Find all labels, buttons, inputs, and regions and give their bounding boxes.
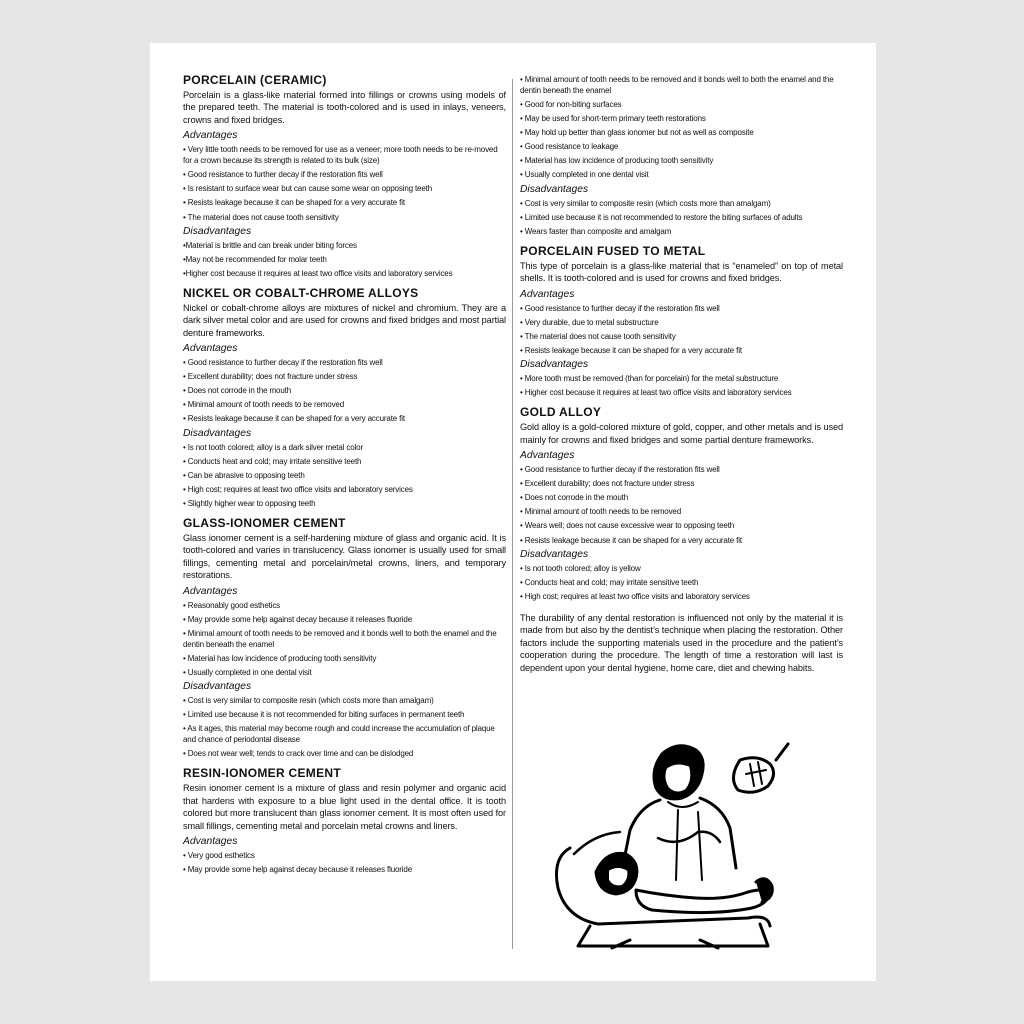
list-item: • Good for non-biting surfaces <box>520 100 622 109</box>
list-item: • Minimal amount of tooth needs to be removed and it bonds well to both the enamel and the dentin beneath the enamel <box>520 75 834 95</box>
list-item: • Excellent durability; does not fracture under stress <box>183 372 358 382</box>
list-item: • Very little tooth needs to be removed for use as a veneer; more tooth needs to be re-moved for a crown because its strength is related to its bulk (size) <box>183 145 498 166</box>
list-item: • Usually completed in one dental visit <box>520 170 649 180</box>
list-item: • Good resistance to further decay if the restoration fits well <box>520 303 720 313</box>
list-item: •May not be recommended for molar teeth <box>183 254 327 264</box>
section-glass-ionomer <box>183 516 506 761</box>
section-title: PORCELAIN FUSED TO METAL <box>520 243 706 258</box>
section-title: RESIN-IONOMER CEMENT <box>183 766 342 781</box>
list-item: • High cost; requires at least two office visits and laboratory services <box>183 484 413 494</box>
list-item: • Resists leakage because it can be shaped for a very accurate fit <box>520 345 742 355</box>
advantages-heading: Advantages <box>183 343 238 355</box>
list-item: • Conducts heat and cold; may irritate sensitive teeth <box>520 577 699 587</box>
list-item: • Minimal amount of tooth needs to be removed <box>520 507 682 517</box>
list-item: • Higher cost because it requires at least two office visits and laboratory services <box>520 388 792 398</box>
section-body: Nickel or cobalt-chrome alloys are mixtures of nickel and chromium. They are a dark silver metal color and are used for crowns and fixed bridges and most partial denture frameworks. <box>183 302 506 338</box>
section-body: Porcelain is a glass-like material formed into fillings or crowns using models of the prepared teeth. The material is tooth-colored and is used in inlays, veneers, crowns and fixed bridges. <box>183 90 506 125</box>
section-body: This type of porcelain is a glass-like material that is “enameled” on top of metal shells. It is tooth-colored and is used for crowns and fixed bridges. <box>520 260 843 284</box>
section-nickel-alloys <box>183 286 506 511</box>
advantages-heading: Advantages <box>183 130 238 142</box>
list-item: • Resists leakage because it can be shaped for a very accurate fit <box>520 535 742 545</box>
list-item: • Very durable, due to metal substructure <box>520 317 659 327</box>
list-item: • May hold up better than glass ionomer but not as well as composite <box>520 128 754 138</box>
list-item: • Cost is very similar to composite resin (which costs more than amalgam) <box>520 198 771 208</box>
list-item: • Very good esthetics <box>183 850 255 860</box>
section-title: PORCELAIN (CERAMIC) <box>183 73 327 87</box>
section-gold-alloy <box>520 405 843 604</box>
list-item: • Minimal amount of tooth needs to be removed and it bonds well to both the enamel and the dentin beneath the enamel <box>183 628 497 649</box>
list-item: • The material does not cause tooth sensitivity <box>183 212 339 222</box>
list-item: •Material is brittle and can break under biting forces <box>183 240 357 250</box>
list-item: • Material has low incidence of producing tooth sensitivity <box>183 653 377 663</box>
list-item: • Material has low incidence of producing tooth sensitivity <box>520 156 714 166</box>
advantages-heading: Advantages <box>520 450 575 462</box>
list-item: • Limited use because it is not recommended to restore the biting surfaces of adults <box>520 212 803 222</box>
list-item: •Higher cost because it requires at least two office visits and laboratory services <box>183 268 453 278</box>
closing-paragraph: The durability of any dental restoration is influenced not only by the material it is made from but also by the dentist’s technique when placing the restoration. Other factors include the supporting materials used in the procedure and the patient’s cooperation during the procedure. The length of time a restoration will last is dependent upon your dental hygiene, home care, diet and chewing habits. <box>520 612 843 673</box>
list-item: • Conducts heat and cold; may irritate sensitive teeth <box>183 456 362 466</box>
document-page <box>150 43 876 981</box>
section-body: Gold alloy is a gold-colored mixture of gold, copper, and other metals and is used mainly for crowns and fixed bridges and some partial denture frameworks. <box>520 422 843 445</box>
advantages-heading: Advantages <box>520 288 575 300</box>
list-item: • High cost; requires at least two office visits and laboratory services <box>520 591 750 601</box>
list-item: • Wears well; does not cause excessive wear to opposing teeth <box>520 521 735 531</box>
section-body: Resin ionomer cement is a mixture of glass and resin polymer and organic acid that hardens with exposure to a blue light used in the dental office. It is tooth colored but more translucent than glass ionomer cement. It is most often used for small fillings, cementing metal and porcelain metal crowns and liners. <box>183 783 506 831</box>
list-item: • Does not wear well; tends to crack over time and can be dislodged <box>183 749 414 759</box>
disadvantages-heading: Disadvantages <box>520 548 589 560</box>
list-item: • Usually completed in one dental visit <box>183 667 312 677</box>
section-resin-ionomer-continued <box>520 73 843 239</box>
section-resin-ionomer <box>183 766 506 877</box>
list-item: • As it ages, this material may become rough and could increase the accumulation of plaque and chance of periodontal disease <box>183 724 495 745</box>
list-item: • May provide some help against decay because it releases fluoride <box>183 865 413 875</box>
column-divider <box>512 79 513 949</box>
list-item: • Limited use because it is not recommended for biting surfaces in permanent teeth <box>183 710 465 720</box>
list-item: • Can be abrasive to opposing teeth <box>183 470 305 480</box>
list-item: • Good resistance to leakage <box>520 142 619 152</box>
list-item: • Resists leakage because it can be shaped for a very accurate fit <box>183 198 405 208</box>
list-item: • Minimal amount of tooth needs to be removed <box>183 400 345 410</box>
list-item: • Is resistant to surface wear but can cause some wear on opposing teeth <box>183 184 433 194</box>
list-item: • Is not tooth colored; alloy is yellow <box>520 563 641 573</box>
list-item: • Wears faster than composite and amalgam <box>520 226 672 236</box>
disadvantages-heading: Disadvantages <box>520 359 589 371</box>
left-column <box>183 73 506 877</box>
list-item: • More tooth must be removed (than for porcelain) for the metal substructure <box>520 374 779 384</box>
list-item: • Reasonably good esthetics <box>183 600 281 610</box>
section-title: NICKEL OR COBALT-CHROME ALLOYS <box>183 285 419 300</box>
advantages-heading: Advantages <box>183 835 238 847</box>
disadvantages-heading: Disadvantages <box>183 427 252 439</box>
list-item: • Does not corrode in the mouth <box>183 386 291 396</box>
section-title: GOLD ALLOY <box>520 405 602 420</box>
section-body: Glass ionomer cement is a self-hardening mixture of glass and organic acid. It is tooth-colored and varies in translucency. Glass ionomer is usually used for small fillings, cementing metal and porcelain/metal crowns, liners, and temporary restorations. <box>183 533 506 581</box>
disadvantages-heading: Disadvantages <box>183 681 252 693</box>
list-item: • Good resistance to further decay if the restoration fits well <box>520 465 720 475</box>
right-column <box>520 73 843 678</box>
list-item: • Is not tooth colored; alloy is a dark silver metal color <box>183 442 363 452</box>
list-item: • Resists leakage because it can be shaped for a very accurate fit <box>183 414 405 424</box>
list-item: • Slightly higher wear to opposing teeth <box>183 498 316 508</box>
list-item: • Good resistance to further decay if the restoration fits well <box>183 170 383 180</box>
section-porcelain-fused-to-metal <box>520 244 843 400</box>
disadvantages-heading: Disadvantages <box>520 183 589 195</box>
list-item: • Does not corrode in the mouth <box>520 493 628 503</box>
disadvantages-heading: Disadvantages <box>183 225 252 237</box>
list-item: • The material does not cause tooth sensitivity <box>520 331 676 341</box>
list-item: • May provide some help against decay because it releases fluoride <box>183 614 413 624</box>
list-item: • May be used for short-term primary teeth restorations <box>520 114 706 124</box>
list-item: • Good resistance to further decay if the restoration fits well <box>183 358 383 368</box>
advantages-heading: Advantages <box>183 585 238 597</box>
dentist-with-patient-illustration <box>550 730 810 955</box>
section-title: GLASS-IONOMER CEMENT <box>183 516 346 531</box>
list-item: • Cost is very similar to composite resin (which costs more than amalgam) <box>183 696 434 706</box>
section-porcelain <box>183 73 506 281</box>
list-item: • Excellent durability; does not fracture under stress <box>520 479 695 489</box>
